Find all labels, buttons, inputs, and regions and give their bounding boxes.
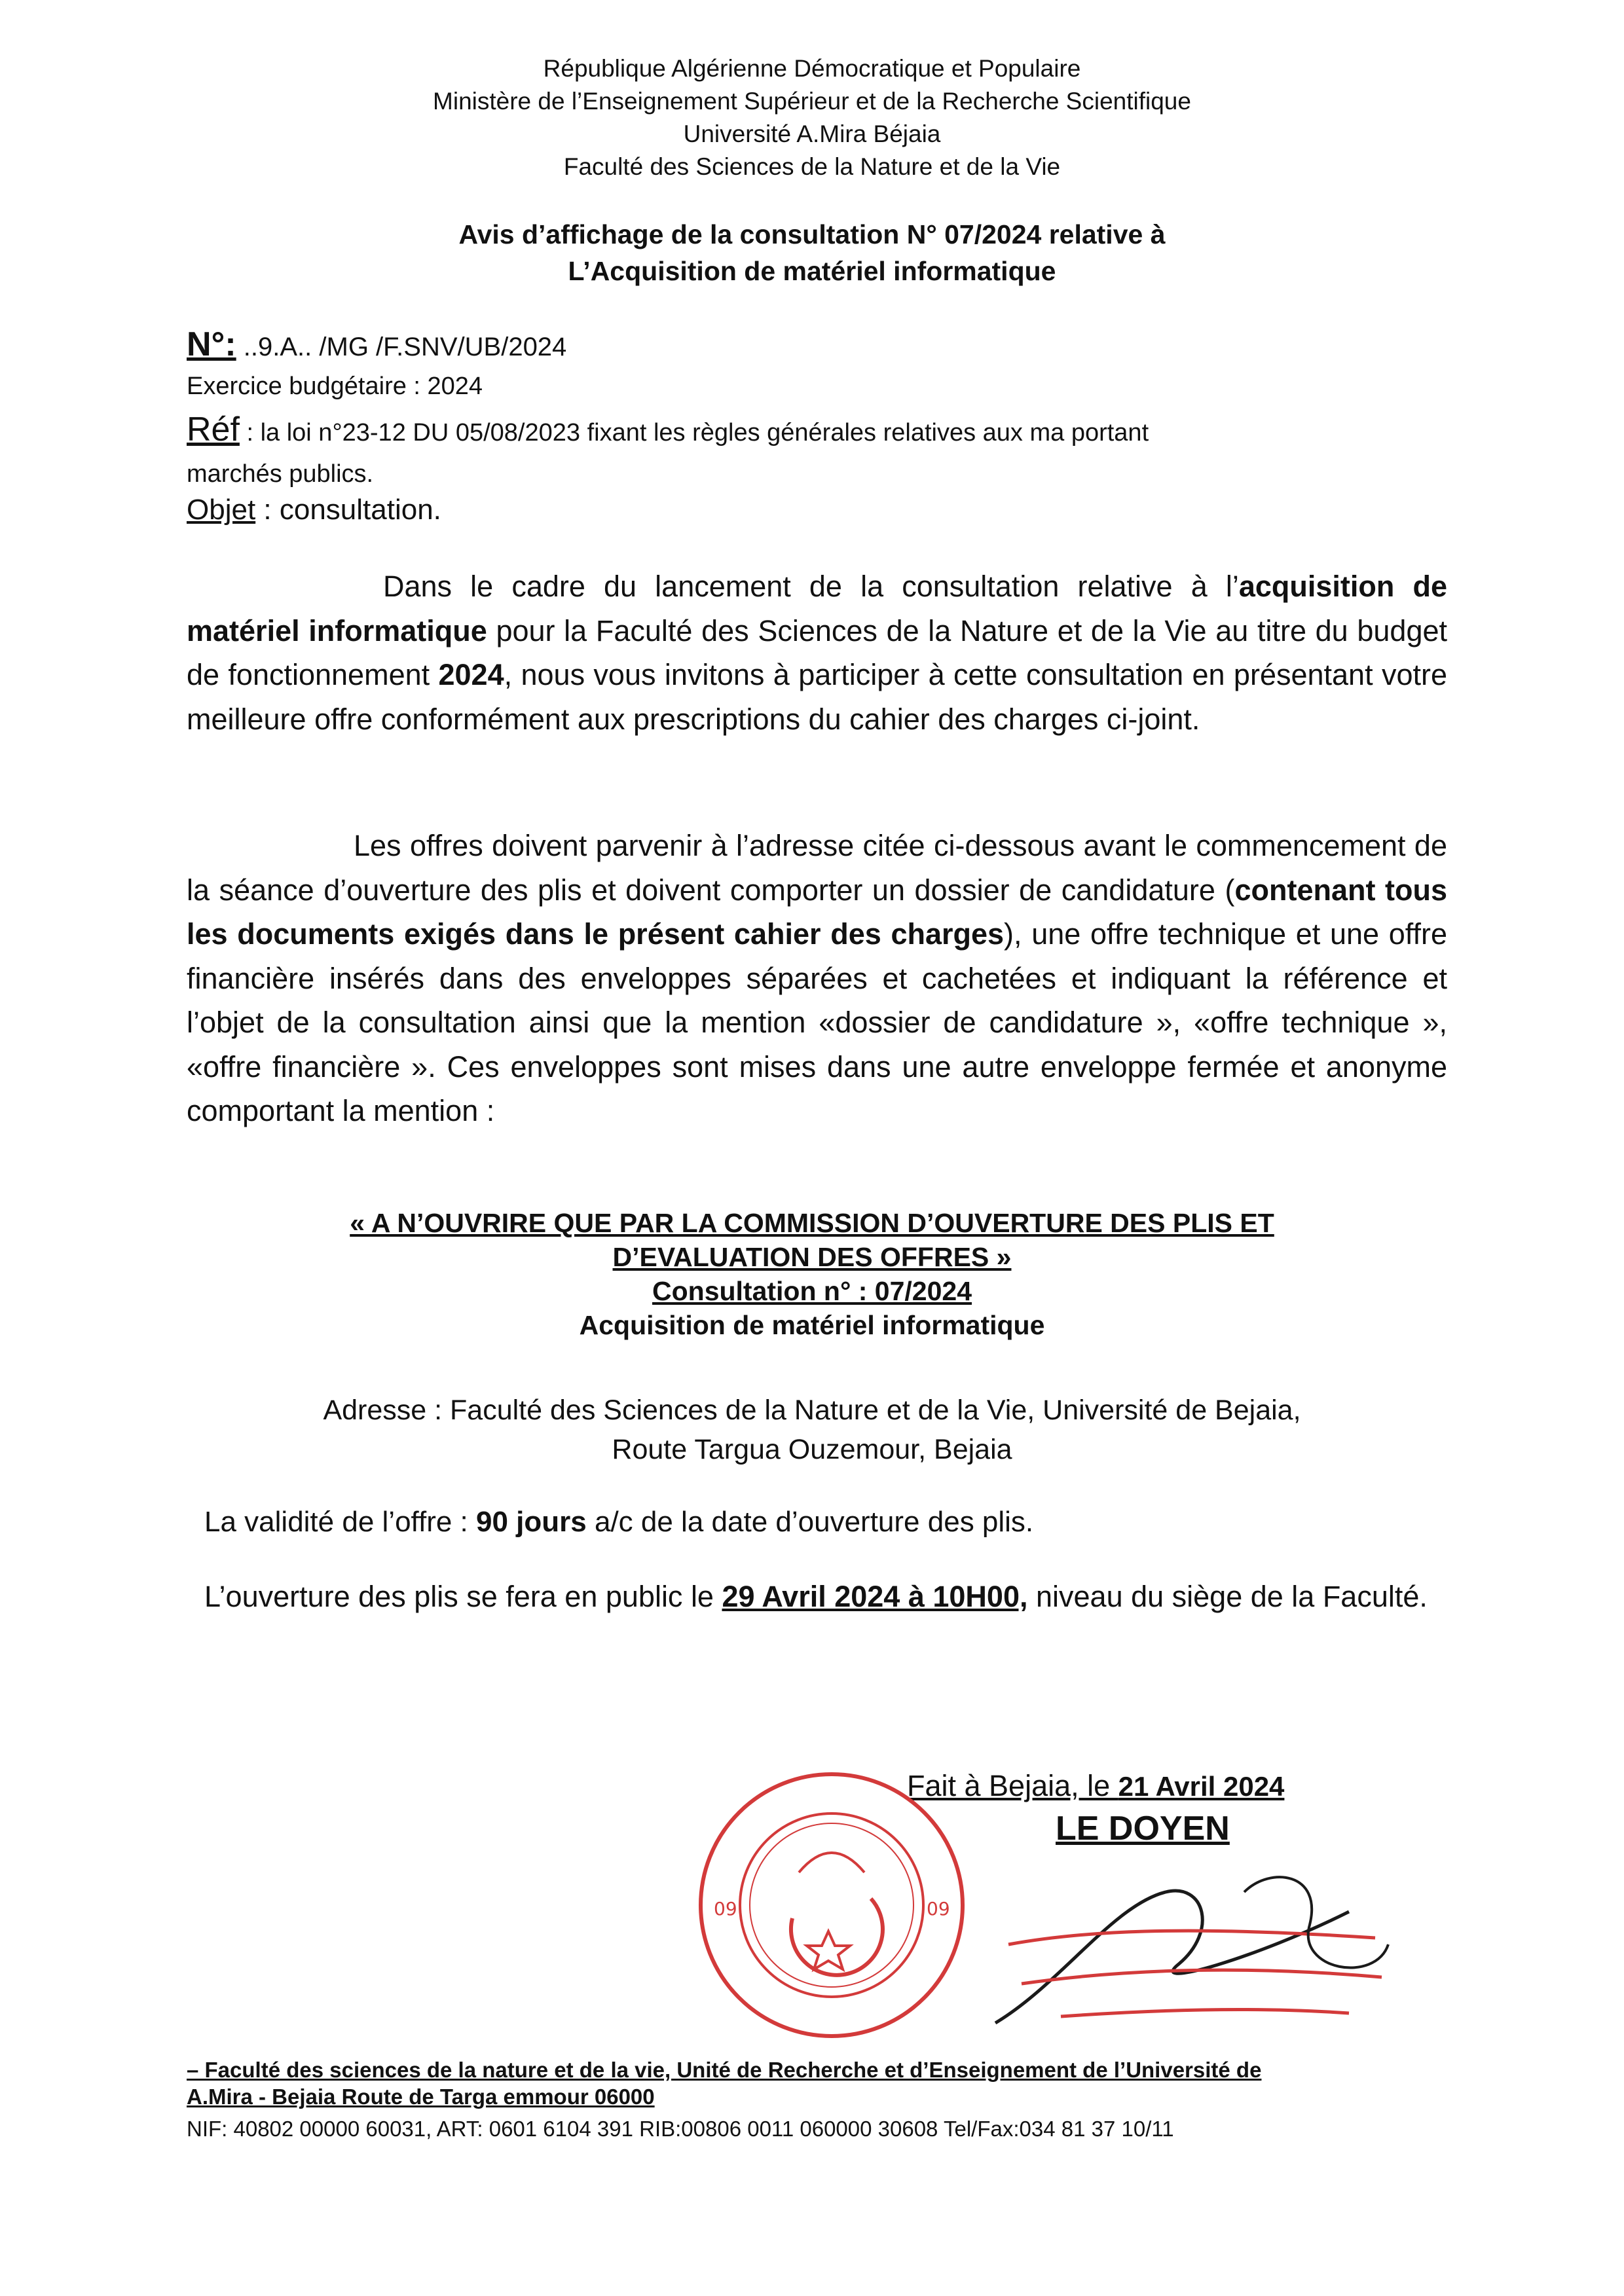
para1-bold-1: acquisition de matériel informatique [187,570,1448,647]
title-line-1: Avis d’affichage de la consultation N° 07/2024 relative à [458,219,1166,249]
address [0,1391,1624,1469]
ref-text: : la loi n°23-12 DU 05/08/2023 fixant les règles générales relatives aux ma portant [239,419,1149,446]
address-line-2: Route Targua Ouzemour, Bejaia [612,1434,1012,1465]
header-line-faculty: Faculté des Sciences de la Nature et de la Vie [563,153,1061,180]
para1-text-1: Dans le cadre du lancement de la consultation relative à l’ [383,570,1239,603]
mention-line-1: « A N’OUVRIRE QUE PAR LA COMMISSION D’OUVERTURE DES PLIS ET [350,1208,1274,1238]
offer-validity [204,1506,1033,1539]
opening-text-2: niveau du siège de la Faculté. [1027,1580,1428,1613]
header-line-ministry: Ministère de l’Enseignement Supérieur et de la Recherche Scientifique [433,88,1191,115]
footer-line-1: – Faculté des sciences de la nature et de la vie, Unité de Recherche et d’Enseignement de l’Université de [187,2058,1262,2082]
objet-text: : consultation. [255,494,441,526]
document-title [0,216,1624,289]
mention-line-4: Acquisition de matériel informatique [579,1310,1045,1340]
para2-bold-1: contenant tous les documents exigés dans le présent cahier des charges [187,873,1447,951]
opening-date: 29 Avril 2024 à 10H00, [722,1580,1028,1613]
footer-line-3: NIF: 40802 00000 60031, ART: 0601 6104 391 RIB:00806 0011 060000 30608 Tel/Fax:034 81 37 10/11 [187,2117,1174,2141]
opening-info [204,1578,1447,1616]
validity-text-1: La validité de l’offre : [204,1506,476,1538]
legal-reference-cont: marchés publics. [187,460,374,488]
ref-label: Réf [187,410,240,448]
objet-label: Objet [187,494,256,526]
reference-number [187,325,566,364]
para1-text-2: pour la Faculté des Sciences de la Nature et de la Vie au titre du budget de fonctionnement [187,613,1447,691]
budget-year: Exercice budgétaire : 2024 [187,373,483,400]
para1-bold-2: 2024 [438,658,504,691]
address-line-1: Adresse : Faculté des Sciences de la Nature et de la Vie, Université de Bejaia, [323,1394,1301,1426]
para2-text-1: Les offres doivent parvenir à l’adresse citée ci-dessous avant le commencement de la séance d’ouverture des plis et doivent comporter un dossier de candidature ( [187,829,1447,907]
num-value: ..9.A.. /MG /F.SNV/UB/2024 [236,333,567,361]
legal-reference [187,410,1149,448]
validity-text-2: a/c de la date d’ouverture des plis. [586,1506,1034,1538]
mention-line-2: D’EVALUATION DES OFFRES » [612,1242,1012,1272]
subject [187,494,441,526]
opening-text-1: L’ouverture des plis se fera en public le [204,1580,722,1613]
footer-line-2: A.Mira - Bejaia Route de Targa emmour 06000 [187,2085,655,2109]
svg-text:09: 09 [927,1898,950,1920]
paragraph-invitation [187,564,1447,741]
para1-text-3: , nous vous invitons à participer à cette consultation en présentant votre meilleure offre conformément aux prescriptions du cahier des charges ci-joint. [187,658,1447,736]
validity-days: 90 jours [476,1506,587,1538]
place-date-prefix: Fait à Bejaia, le [907,1769,1118,1802]
header-line-republic: République Algérienne Démocratique et Populaire [543,55,1081,82]
place-date-date: 21 Avril 2024 [1118,1771,1285,1802]
header [0,52,1624,183]
header-line-university: Université A.Mira Béjaia [683,120,941,147]
envelope-mention [0,1206,1624,1342]
svg-text:09: 09 [714,1898,737,1920]
para2-text-2: ), une offre technique et une offre financière insérés dans des enveloppes séparées et cachetées et indiquant la référence et l’objet de la consultation ainsi que la mention «dossier de candidature », «offre technique », «offre financière ». Ces enveloppes sont mises dans une autre enveloppe fermée et anonyme comportant la mention : [187,917,1447,1127]
num-label: N°: [187,325,236,363]
title-line-2: L’Acquisition de matériel informatique [568,256,1056,286]
paragraph-submission [187,824,1447,1133]
mention-line-3: Consultation n° : 07/2024 [652,1276,972,1306]
official-stamp [694,1768,969,2043]
signatory-role: LE DOYEN [1056,1810,1230,1848]
handwritten-signature [982,1853,1401,2049]
